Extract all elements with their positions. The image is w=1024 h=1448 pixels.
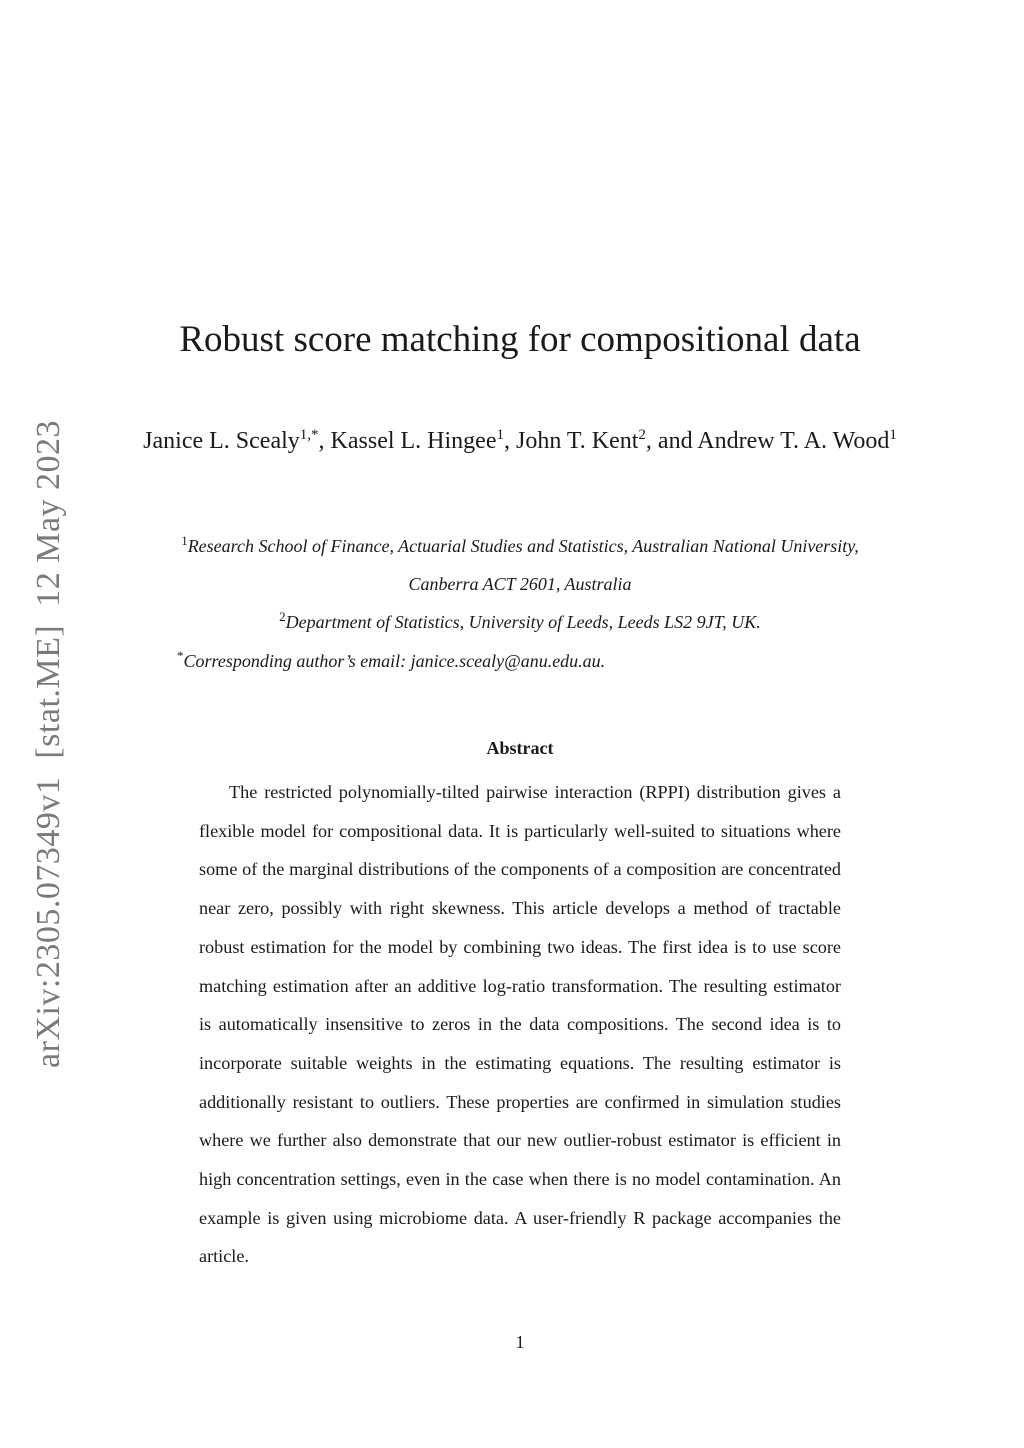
author-marks: 1,* (299, 427, 319, 443)
affiliation-mark: 1 (181, 533, 188, 548)
affiliation-2 (0, 598, 1024, 641)
page-number: 1 (515, 1332, 525, 1352)
affiliation-mark: 2 (279, 609, 286, 624)
arxiv-category: [stat.ME] (30, 624, 67, 759)
affiliation-text: Research School of Finance, Actuarial Studies and Statistics, Australian National University, Canberra ACT 2601, Australia (187, 536, 859, 594)
corresponding-author (0, 637, 877, 680)
abstract-heading: Abstract (486, 738, 554, 758)
author-marks: 1 (889, 427, 897, 443)
author-marks: 2 (638, 427, 646, 443)
author-marks: 1 (496, 427, 504, 443)
author-name: Janice L. Scealy (143, 428, 300, 454)
arxiv-date: 12 May 2023 (30, 419, 67, 607)
affiliation-text: Corresponding author’s email: janice.scealy@anu.edu.au. (183, 651, 606, 671)
affiliation-1 (0, 522, 1024, 603)
paper-title: Robust score matching for compositional data (179, 319, 861, 360)
author-list: Janice L. Scealy$^{1,*}$, Kassel L. Hingee$^1$, John T. Kent$^2$, and Andrew T. A. Wood$^1$ (143, 427, 897, 454)
author-name: Andrew T. A. Wood (697, 428, 890, 454)
author-name: Kassel L. Hingee (330, 428, 497, 454)
abstract-text: The restricted polynomially-tilted pairwise interaction (RPPI) distribution gives a flexible model for compositional data. It is particularly well-suited to situations where some of the marginal distributions of the components of a composition are concentrated near zero, possibly with right skewness. This article develops a method of tractable robust estimation for the model by combining two ideas. The first idea is to use score matching estimation after an additive log-ratio transformation. The resulting estimator is automatically insensitive to zeros in the data compositions. The second idea is to incorporate suitable weights in the estimating equations. The resulting estimator is additionally resistant to outliers. These properties are confirmed in simulation studies where we further also demonstrate that our new outlier-robust estimator is efficient in high concentration settings, even in the case when there is no model contamination. An example is given using microbiome data. A user-friendly R package accompanies the article. (199, 782, 841, 1267)
arxiv-identifier: arXiv:2305.07349v1 (30, 776, 67, 1068)
author-name: John T. Kent (515, 428, 639, 454)
affiliation-mark: * (177, 648, 184, 663)
affiliation-text: Department of Statistics, University of Leeds, Leeds LS2 9JT, UK. (285, 612, 761, 632)
